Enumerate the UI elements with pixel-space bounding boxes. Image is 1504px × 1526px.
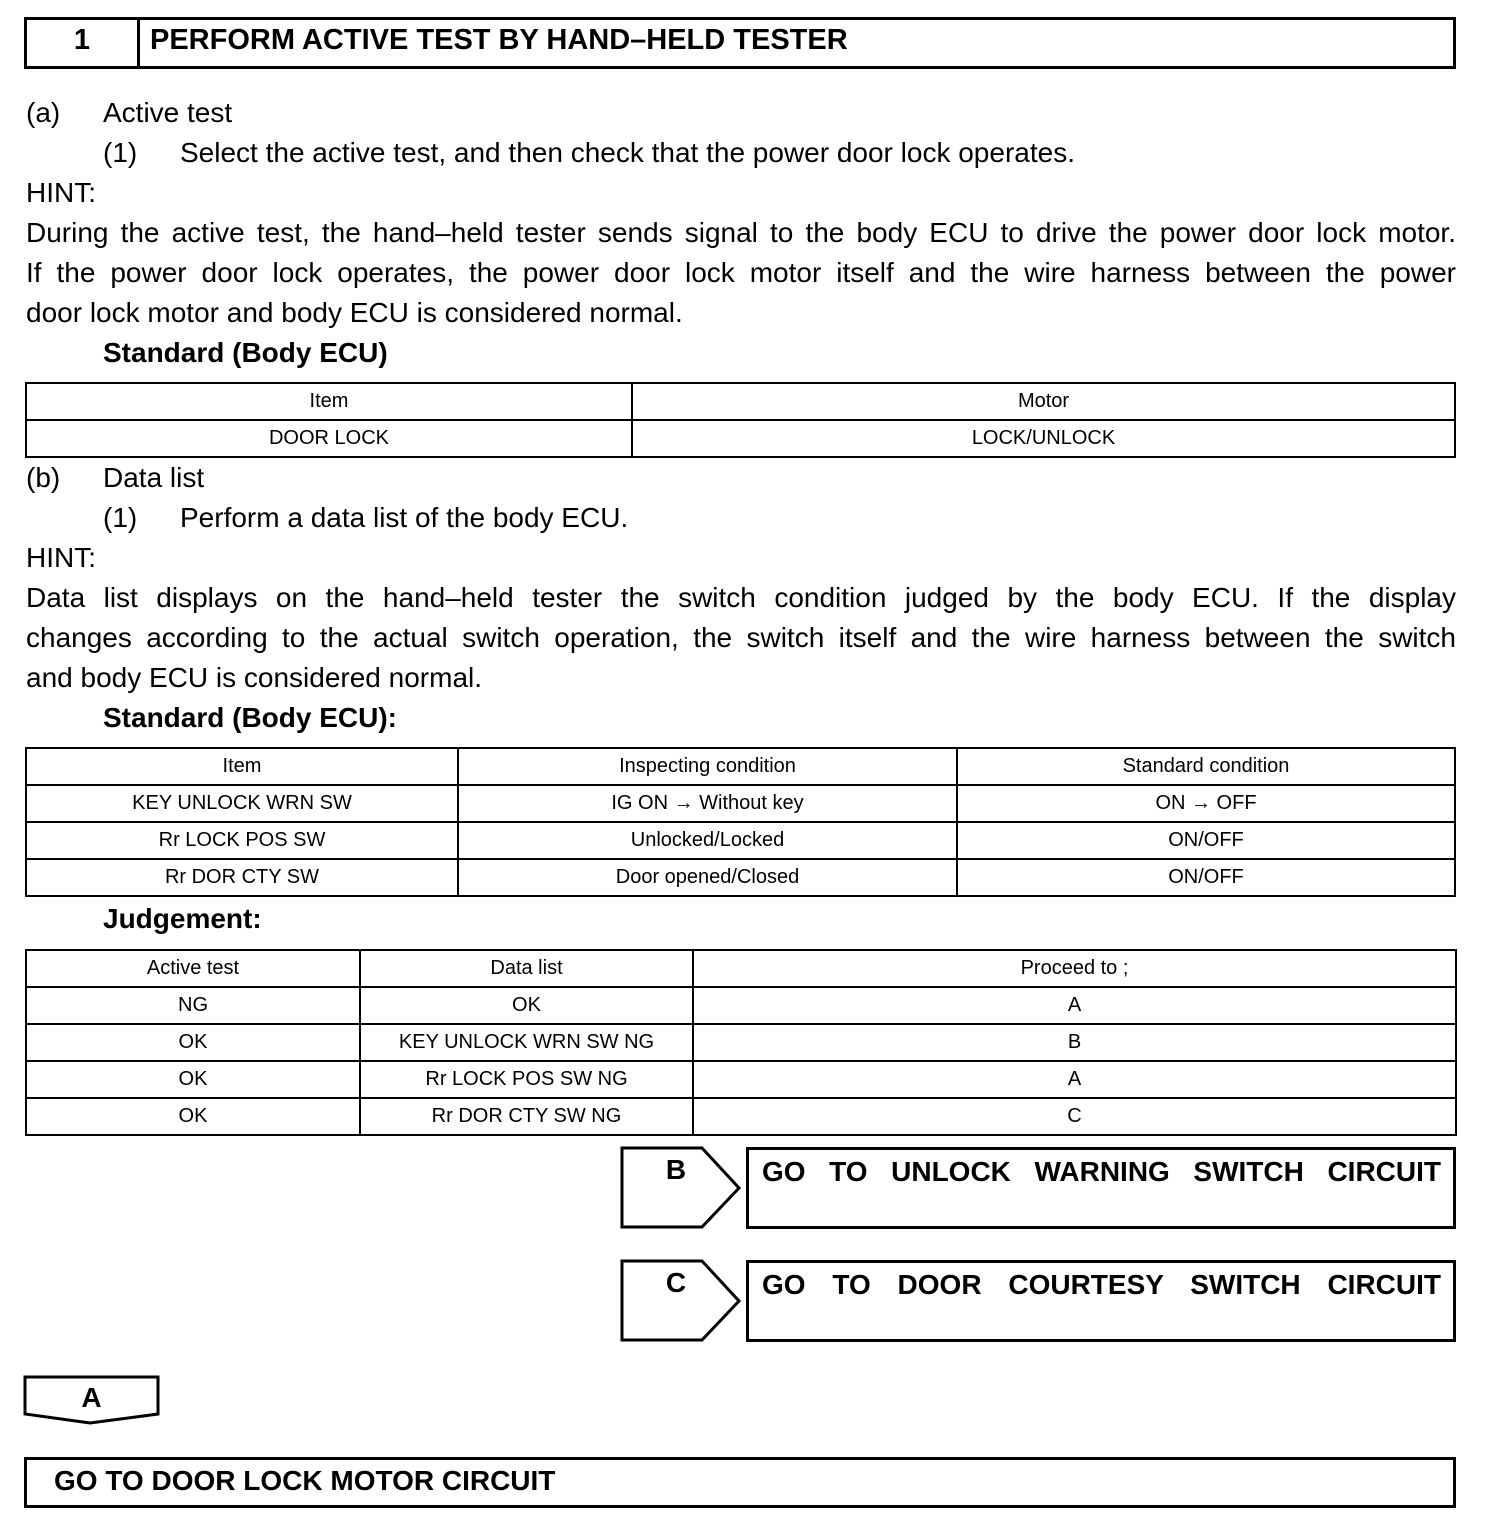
judgement-table bbox=[25, 949, 1457, 1136]
data-list-table bbox=[25, 747, 1456, 897]
section-a-title: Active test bbox=[103, 97, 233, 128]
section-b-title: Data list bbox=[103, 462, 205, 493]
table-row bbox=[26, 987, 1456, 1024]
header-cell: Data list bbox=[360, 950, 693, 987]
header-cell: Item bbox=[26, 748, 458, 785]
cell: Rr DOR CTY SW NG bbox=[360, 1098, 693, 1135]
cell: LOCK/UNLOCK bbox=[632, 420, 1455, 457]
cell: Rr LOCK POS SW NG bbox=[360, 1061, 693, 1098]
cell: KEY UNLOCK WRN SW bbox=[26, 785, 458, 822]
result-b-box[interactable] bbox=[746, 1147, 1456, 1229]
hint-label: HINT: bbox=[26, 542, 96, 573]
cell: ON/OFF bbox=[957, 859, 1455, 896]
cell: OK bbox=[360, 987, 693, 1024]
cell: OK bbox=[26, 1061, 360, 1098]
cell: ON/OFF bbox=[957, 822, 1455, 859]
table-row bbox=[26, 822, 1455, 859]
header-cell: Standard condition bbox=[957, 748, 1455, 785]
hint-line: If the power door lock operates, the power door lock motor itself and the wire harness between the power bbox=[26, 257, 1456, 288]
cell: B bbox=[693, 1024, 1456, 1061]
hint-line: Data list displays on the hand–held tester the switch condition judged by the body ECU. If the display bbox=[26, 582, 1456, 613]
step-header bbox=[24, 17, 1456, 69]
hint-line: During the active test, the hand–held tester sends signal to the body ECU to drive the power door lock motor. bbox=[26, 217, 1456, 248]
section-a-sub-text: Select the active test, and then check that the power door lock operates. bbox=[180, 137, 1075, 168]
section-a-sub-label: (1) bbox=[103, 137, 138, 168]
hint-line: changes according to the actual switch operation, the switch itself and the wire harness between the switch bbox=[26, 622, 1456, 653]
cell: Rr DOR CTY SW bbox=[26, 859, 458, 896]
standard-title: Standard (Body ECU) bbox=[103, 337, 388, 368]
table-header-row bbox=[26, 950, 1456, 987]
result-b-text: GO TO UNLOCK WARNING SWITCH CIRCUIT bbox=[762, 1156, 1441, 1187]
cell: OK bbox=[26, 1098, 360, 1135]
cell: ON → OFF bbox=[957, 785, 1455, 822]
divider bbox=[137, 20, 140, 66]
table-row bbox=[26, 785, 1455, 822]
header-cell: Active test bbox=[26, 950, 360, 987]
header-cell: Inspecting condition bbox=[458, 748, 957, 785]
section-b-sub-label: (1) bbox=[103, 502, 138, 533]
section-b-sub-text: Perform a data list of the body ECU. bbox=[180, 502, 629, 533]
cell: IG ON → Without key bbox=[458, 785, 957, 822]
result-b-label[interactable]: B bbox=[665, 1154, 687, 1185]
cell: Unlocked/Locked bbox=[458, 822, 957, 859]
table-row bbox=[26, 420, 1455, 457]
table-row bbox=[26, 859, 1455, 896]
result-a-box[interactable] bbox=[24, 1457, 1456, 1508]
result-c-box[interactable] bbox=[746, 1260, 1456, 1342]
hint-label: HINT: bbox=[26, 177, 96, 208]
cell: Rr LOCK POS SW bbox=[26, 822, 458, 859]
cell: OK bbox=[26, 1024, 360, 1061]
header-cell: Item bbox=[26, 383, 632, 420]
step-title: PERFORM ACTIVE TEST BY HAND–HELD TESTER bbox=[150, 24, 848, 56]
result-a-label[interactable]: A bbox=[81, 1382, 102, 1413]
judgement-title: Judgement: bbox=[103, 903, 262, 934]
header-cell: Proceed to ; bbox=[693, 950, 1456, 987]
result-c-text: GO TO DOOR COURTESY SWITCH CIRCUIT bbox=[762, 1269, 1441, 1300]
active-test-table bbox=[25, 382, 1456, 458]
table-header-row bbox=[26, 748, 1455, 785]
table-header-row bbox=[26, 383, 1455, 420]
section-a-label: (a) bbox=[26, 97, 61, 128]
step-number: 1 bbox=[73, 24, 91, 56]
cell: C bbox=[693, 1098, 1456, 1135]
cell: Door opened/Closed bbox=[458, 859, 957, 896]
cell: DOOR LOCK bbox=[26, 420, 632, 457]
cell: A bbox=[693, 987, 1456, 1024]
cell: KEY UNLOCK WRN SW NG bbox=[360, 1024, 693, 1061]
result-a-text: GO TO DOOR LOCK MOTOR CIRCUIT bbox=[54, 1465, 556, 1496]
header-cell: Motor bbox=[632, 383, 1455, 420]
section-b-label: (b) bbox=[26, 462, 61, 493]
table-row bbox=[26, 1061, 1456, 1098]
cell: A bbox=[693, 1061, 1456, 1098]
table-row bbox=[26, 1098, 1456, 1135]
result-c-label[interactable]: C bbox=[665, 1267, 687, 1298]
standard-title: Standard (Body ECU): bbox=[103, 702, 397, 733]
hint-line: door lock motor and body ECU is considered normal. bbox=[26, 297, 683, 328]
cell: NG bbox=[26, 987, 360, 1024]
result-a-down-arrow-icon bbox=[0, 0, 1, 1]
table-row bbox=[26, 1024, 1456, 1061]
hint-line: and body ECU is considered normal. bbox=[26, 662, 483, 693]
